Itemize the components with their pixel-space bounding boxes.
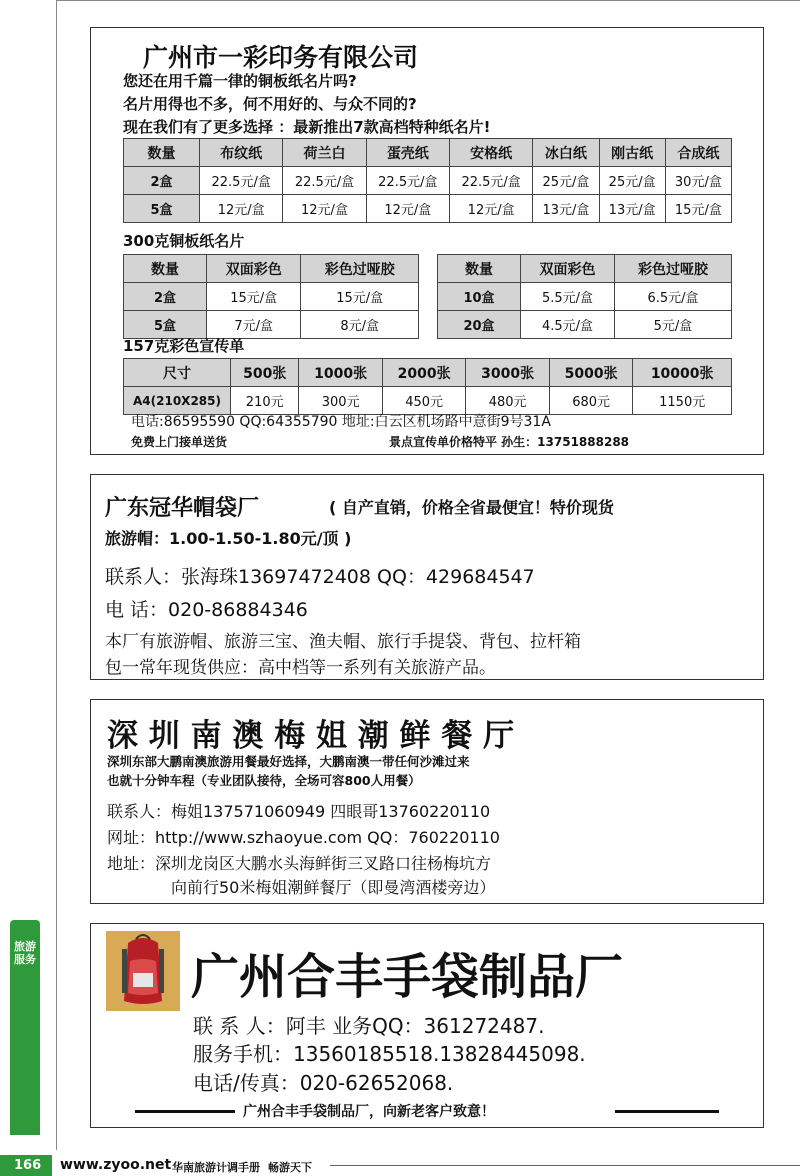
slogan-rule-left	[135, 1110, 235, 1113]
table-cell: 22.5元/盒	[366, 167, 449, 195]
ad4-phone-fax: 电话/传真：020-62652068.	[193, 1071, 454, 1095]
table-cell: 15元/盒	[207, 283, 301, 311]
ad-yicai-printing	[90, 27, 764, 455]
table-cell: 2盒	[124, 283, 207, 311]
footer-book: 华南旅游计调手册	[172, 1161, 260, 1174]
ad2-price-line: 旅游帽：1.00-1.50-1.80元/顶 )	[105, 529, 352, 548]
table-header: 刚古纸	[599, 139, 665, 167]
slogan-rule-right	[615, 1110, 719, 1113]
flyer-table	[123, 358, 732, 415]
table-cell: 450元	[382, 387, 465, 415]
ad-guanhua-hats	[90, 474, 764, 680]
table-cell: 4.5元/盒	[521, 311, 615, 339]
table-cell: 480元	[466, 387, 549, 415]
footer-site: www.zyoo.net	[60, 1157, 172, 1173]
table-row	[438, 311, 732, 339]
table-cell: 12元/盒	[200, 195, 283, 223]
table-header: 2000张	[382, 359, 465, 387]
ad4-contact: 联 系 人：阿丰 业务QQ：361272487.	[193, 1014, 545, 1038]
ad1-line-2: 名片用得也不多，何不用好的、与众不同的?	[123, 95, 417, 113]
table-cell: 12元/盒	[366, 195, 449, 223]
ad3-contact: 联系人：梅姐13757106094​9 四眼哥13760220110	[107, 802, 491, 821]
ad-meijie-restaurant	[90, 699, 764, 904]
table-header: 安格纸	[449, 139, 532, 167]
footer-rule	[330, 1165, 800, 1166]
table-header: 彩色过哑胶	[301, 255, 419, 283]
special-paper-table	[123, 138, 732, 223]
ad1-line-3: 现在我们有了更多选择 ：最新推出7款高档特种纸名片!	[123, 118, 491, 136]
table-row	[438, 283, 732, 311]
table-cell: 2盒	[124, 167, 200, 195]
table-cell: 10盒	[438, 283, 521, 311]
table-cell: 300元	[299, 387, 382, 415]
page-number: 166	[14, 1158, 42, 1173]
table-header: 数量	[438, 255, 521, 283]
ad1-delivery-note: 免费上门接单送货	[131, 435, 228, 449]
backpack-image	[106, 931, 180, 1011]
section-side-label: 旅游服务	[14, 940, 36, 966]
table-cell: 8元/盒	[301, 311, 419, 339]
table-cell: 1150元	[633, 387, 732, 415]
table-cell: 22.5元/盒	[200, 167, 283, 195]
table-cell: 22.5元/盒	[283, 167, 366, 195]
table-cell: 25元/盒	[599, 167, 665, 195]
table-header: 彩色过哑胶	[614, 255, 731, 283]
page-footer	[0, 1155, 800, 1176]
table-cell: 25元/盒	[533, 167, 599, 195]
table-cell: 15元/盒	[301, 283, 419, 311]
ad2-title-note: ( 自产直销，价格全省最便宜！特价现货	[329, 498, 614, 517]
ad3-address-2: 向前行50米梅姐潮鲜餐厅（即曼湾酒楼旁边）	[171, 878, 496, 897]
table-cell: 30元/盒	[665, 167, 731, 195]
table-header: 合成纸	[665, 139, 731, 167]
ad1-contact-sun: 景点宣传单价格特平 孙生：13751888288	[389, 435, 630, 449]
table-cell: 5盒	[124, 195, 200, 223]
ad2-desc-1: 本厂有旅游帽、旅游三宝、渔夫帽、旅行手提袋、背包、拉杆箱	[105, 632, 581, 652]
ad2-phone: 电 话：020-86884346	[105, 599, 308, 621]
table-row	[124, 167, 732, 195]
table-header: 数量	[124, 139, 200, 167]
ad4-mobile: 服务手机：13560185518.13828445098.	[193, 1042, 586, 1066]
table-cell: 5.5元/盒	[521, 283, 615, 311]
table-cell: 20盒	[438, 311, 521, 339]
table-cell: 7元/盒	[207, 311, 301, 339]
table-cell: 680元	[549, 387, 632, 415]
coated-card-title: 300克铜板纸名片	[123, 232, 245, 250]
table-header: 荷兰白	[283, 139, 366, 167]
table-cell: 15元/盒	[665, 195, 731, 223]
ad1-contact-line: 电话:86595590 QQ:64355790 地址:白云区机场路中意街9号31A	[131, 414, 551, 430]
ad4-slogan: 广州合丰手袋制品厂，向新老客户致意！	[243, 1104, 495, 1120]
table-cell: 6.5元/盒	[614, 283, 731, 311]
table-cell: A4(210X285)	[124, 387, 231, 415]
coated-table-right	[437, 254, 732, 339]
footer-motto: 畅游天下	[268, 1161, 312, 1174]
ad3-address-1: 地址：深圳龙岗区大鹏水头海鲜街三叉路口往杨梅坑方	[107, 854, 492, 873]
table-header: 冰白纸	[533, 139, 599, 167]
ad3-sub-1: 深圳东部大鹏南澳旅游用餐最好选择，大鹏南澳一带任何沙滩过来	[107, 754, 470, 769]
table-cell: 13元/盒	[533, 195, 599, 223]
table-row	[124, 283, 419, 311]
table-header: 双面彩色	[521, 255, 615, 283]
ad3-website: 网址：http://www.szhaoyue.com QQ：760220110	[107, 828, 500, 847]
table-cell: 5元/盒	[614, 311, 731, 339]
table-cell: 210元	[231, 387, 299, 415]
table-header: 10000张	[633, 359, 732, 387]
table-row	[124, 195, 732, 223]
table-header: 布纹纸	[200, 139, 283, 167]
table-cell: 12元/盒	[283, 195, 366, 223]
table-header: 3000张	[466, 359, 549, 387]
ad-hefeng-handbags	[90, 923, 764, 1128]
ad2-contact: 联系人：张海珠13697472408 QQ：429684547	[105, 566, 535, 588]
ad4-title: 广州合丰手袋制品厂	[191, 949, 624, 1005]
ad2-title: 广东冠华帽袋厂	[105, 496, 260, 521]
table-cell: 22.5元/盒	[449, 167, 532, 195]
flyer-title: 157克彩色宣传单	[123, 337, 245, 355]
table-cell: 5盒	[124, 311, 207, 339]
table-header: 5000张	[549, 359, 632, 387]
ad1-title: 广州市一彩印务有限公司	[143, 43, 419, 72]
table-cell: 12元/盒	[449, 195, 532, 223]
table-header: 数量	[124, 255, 207, 283]
ad1-line-1: 您还在用千篇一律的铜板纸名片吗?	[123, 72, 357, 90]
coated-table-left	[123, 254, 419, 339]
ad3-sub-2: 也就十分钟车程（专业团队接待，全场可容800人用餐）	[107, 773, 421, 788]
table-header: 蛋壳纸	[366, 139, 449, 167]
ad2-desc-2: 包一常年现货供应：高中档等一系列有关旅游产品。	[105, 658, 496, 678]
table-header: 尺寸	[124, 359, 231, 387]
table-header: 1000张	[299, 359, 382, 387]
table-header: 双面彩色	[207, 255, 301, 283]
ad3-title: 深 圳 南 澳 梅 姐 潮 鲜 餐 厅	[107, 718, 515, 754]
table-cell: 13元/盒	[599, 195, 665, 223]
table-header: 500张	[231, 359, 299, 387]
